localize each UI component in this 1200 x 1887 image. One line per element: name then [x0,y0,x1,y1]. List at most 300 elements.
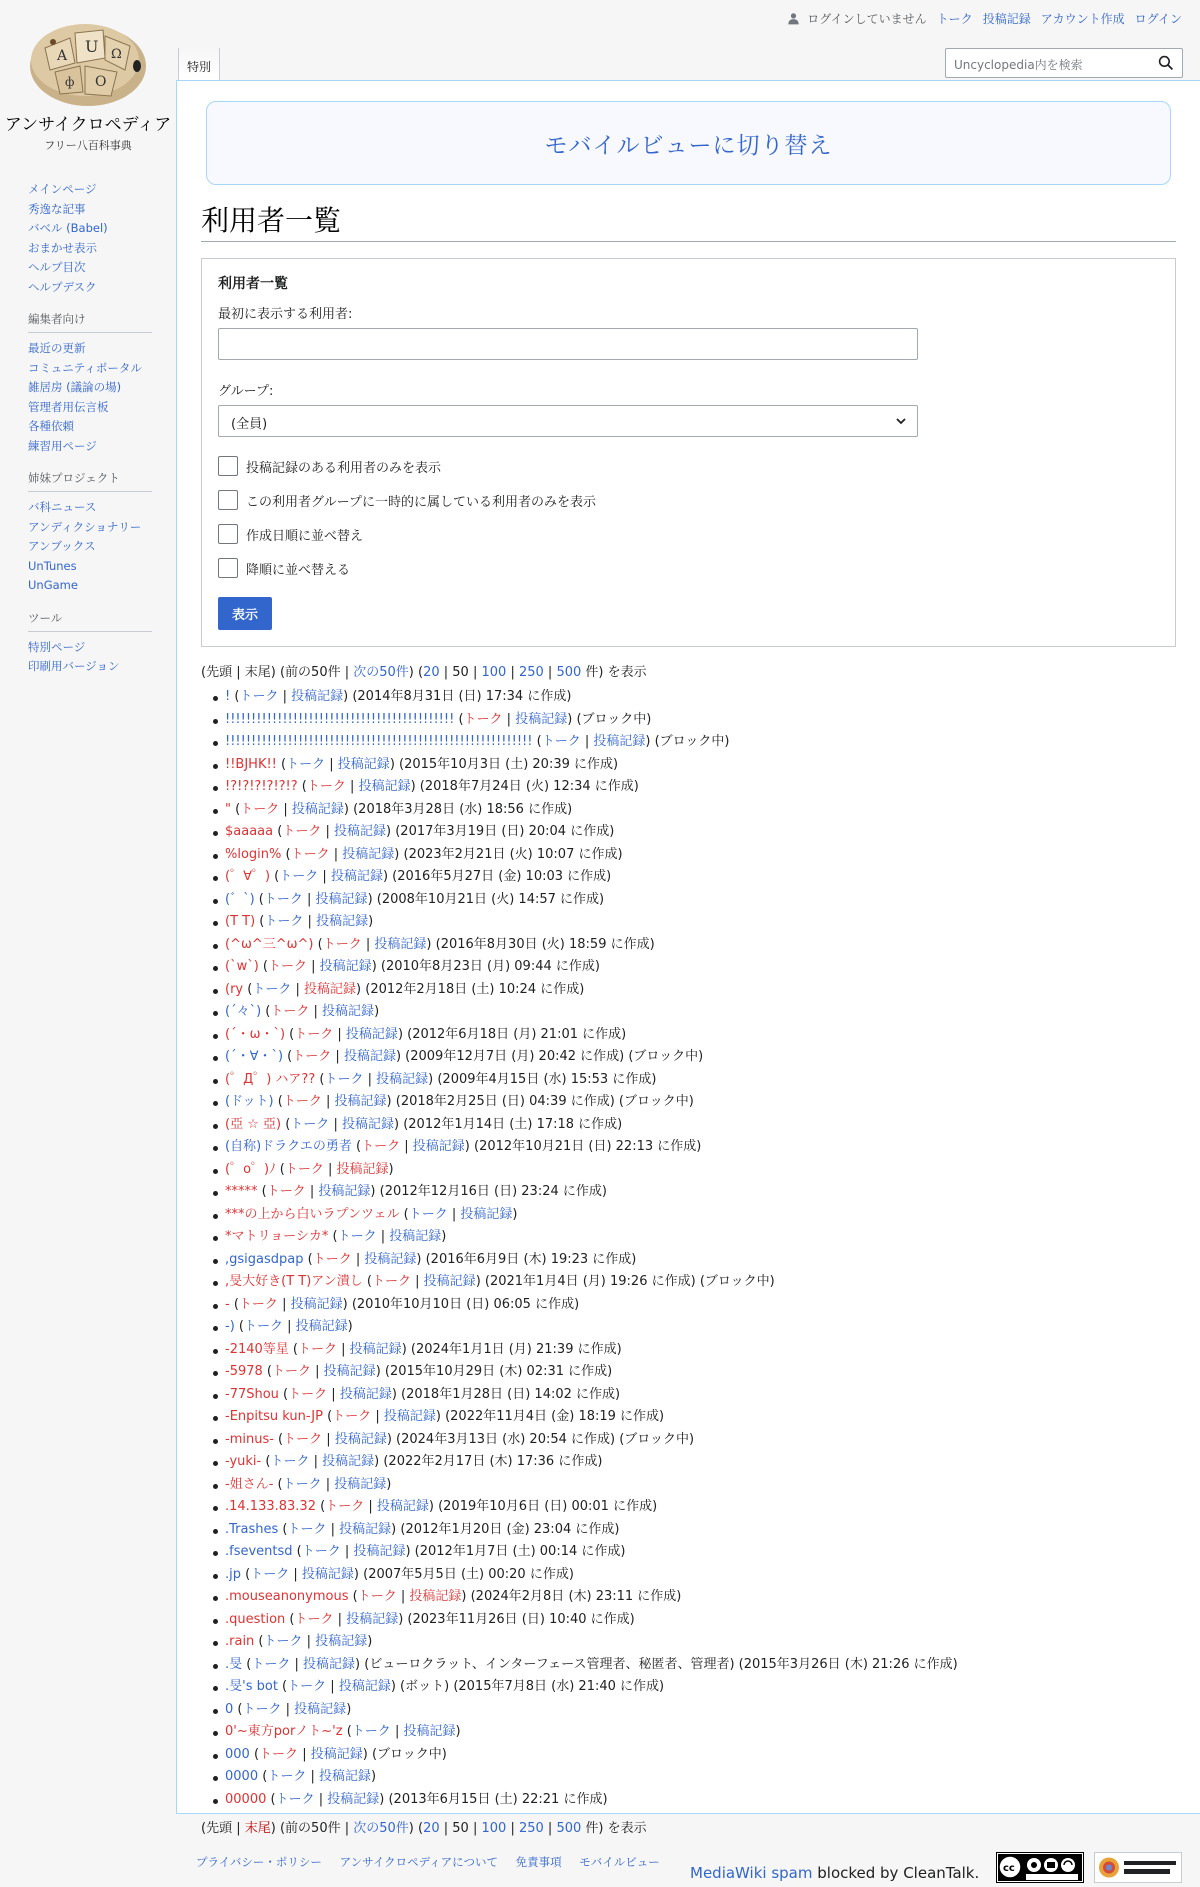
user-name-link[interactable]: .旻's bot [225,1679,278,1694]
user-info: (2013年6月15日 (土) 22:21 に作成) [388,1791,608,1807]
sidebar-item-requests[interactable]: 各種依頼 [28,419,74,433]
user-talk-link[interactable]: トーク [282,824,322,839]
user-talk-link[interactable]: トーク [298,1341,338,1357]
user-name-link[interactable]: -yuki- [225,1454,262,1469]
sidebar-item-community-portal[interactable]: コミュニティポータル [28,360,142,375]
limit-20[interactable]: 20 [423,665,440,680]
user-name-link[interactable]: -minus- [225,1431,274,1447]
user-list-item: !?!?!?!?!?!? (トーク | 投稿記録) (2018年7月24日 (火) 12:34 に作成) [225,776,1176,799]
user-talk-link[interactable]: トーク [264,914,304,929]
user-name-link[interactable]: .question [225,1611,286,1627]
sidebar-item-unnews[interactable]: バ科ニュース [28,500,97,514]
pager-first: 先頭 [206,1821,233,1836]
checkbox-row-descending[interactable] [218,551,1159,585]
user-talk-link[interactable]: トーク [239,689,279,704]
user-list-item: ***の上から白いラプンツェル (トーク | 投稿記録) [225,1204,1176,1227]
user-list-item: 000 (トーク | 投稿記録) (ブロック中) [225,1744,1176,1767]
anon-status: ログインしていません [787,10,926,27]
user-list-item: ! (トーク | 投稿記録) (2014年8月31日 (日) 17:34 に作成) [225,686,1176,709]
sidebar-sister-projects [28,470,152,596]
user-talk-link[interactable]: トーク [268,959,308,974]
creation-sort-checkbox[interactable] [218,524,238,544]
user-info: (ブロック中) [576,711,652,727]
user-contribs-link[interactable]: 投稿記録 [315,891,368,907]
user-name-link[interactable]: !!!!!!!!!!!!!!!!!!!!!!!!!!!!!!!!!!!!!!!!!!!!!!!!!!!!!!!!!!! [225,734,533,749]
user-info: (2018年3月28日 (水) 18:56 に作成) [353,801,573,817]
user-talk-link[interactable]: トーク [282,1476,322,1492]
user-contribs-link[interactable]: 投稿記録 [303,1656,356,1672]
user-info: (2017年3月19日 (日) 20:04 に作成) [395,824,615,839]
user-info: (ビューロクラット、インターフェース管理者、秘匿者、管理者) (2015年3月26日 (木) 21:26 に作成) [364,1656,958,1672]
cleantalk-link[interactable]: MediaWiki spam [690,1864,813,1882]
user-talk-link[interactable]: トーク [301,1544,341,1559]
user-contribs-link[interactable]: 投稿記録 [310,1746,363,1762]
descending-checkbox[interactable] [218,558,238,578]
group-select[interactable] [218,405,918,437]
user-list-item: .question (トーク | 投稿記録) (2023年11月26日 (日) 10:40 に作成) [225,1609,1176,1632]
user-list-item: -Enpitsu kun-JP (トーク | 投稿記録) (2022年11月4日 (金) 18:19 に作成) [225,1406,1176,1429]
footer-disclaimer-link[interactable]: 免責事項 [515,1855,562,1869]
user-list-item: 0 (トーク | 投稿記録) [225,1699,1176,1722]
user-talk-link[interactable]: トーク [294,1611,334,1627]
user-name-link[interactable]: (亞 ☆ 亞) [225,1116,282,1132]
user-name-link[interactable]: ,旻大好き(T T)アン潰し [225,1274,363,1289]
pager-last: 末尾 [244,665,271,680]
sidebar-item-recent-changes[interactable]: 最近の更新 [28,341,86,355]
user-info: (2024年3月13日 (水) 20:54 に作成) (ブロック中) [396,1431,695,1447]
limit-50: 50 [452,1821,469,1836]
user-info: (2010年10月10日 (日) 06:05 に作成) [351,1296,580,1312]
user-contribs-link[interactable]: 投稿記録 [383,1409,436,1424]
sidebar-item-main-page[interactable]: メインページ [28,182,97,196]
user-list-item: 0000 (トーク | 投稿記録) [225,1766,1176,1789]
user-info: (2024年1月1日 (月) 21:39 に作成) [410,1341,622,1357]
user-contribs-link[interactable]: 投稿記録 [376,1499,429,1514]
sidebar-item-undictionary[interactable]: アンディクショナリー [28,519,142,534]
user-info: (2009年4月15日 (水) 15:53 に作成) [437,1071,657,1087]
pager-next[interactable]: 次の50件 [353,665,409,680]
user-talk-link[interactable]: トーク [325,1499,365,1514]
user-contribs-link[interactable]: 投稿記録 [322,1454,375,1469]
personal-tools [787,10,1182,27]
user-contribs-link[interactable]: 投稿記録 [304,981,357,997]
user-contribs-link[interactable]: 投稿記録 [337,756,390,772]
user-list-item: ***** (トーク | 投稿記録) (2012年12月16日 (日) 23:24 に作成) [225,1181,1176,1204]
user-contribs-link[interactable]: 投稿記録 [318,1184,371,1199]
user-contribs-link[interactable]: 投稿記録 [339,1521,392,1537]
user-list-item: (亞 ☆ 亞) (トーク | 投稿記録) (2012年1月14日 (土) 17:18 に作成) [225,1114,1176,1137]
user-talk-link[interactable]: トーク [259,1746,299,1762]
pager-prev: 前の50件 [285,1821,341,1836]
user-list-item: $aaaaa (トーク | 投稿記録) (2017年3月19日 (日) 20:04 に作成) [225,821,1176,844]
create-account-link[interactable]: アカウント作成 [1040,12,1125,26]
user-name-link[interactable]: .fseventsd [225,1544,293,1559]
sidebar-editors [28,311,152,456]
user-list-item: -) (トーク | 投稿記録) [225,1316,1176,1339]
user-info: (2016年6月9日 (木) 19:23 に作成) [425,1251,637,1267]
user-contribs-link[interactable]: 投稿記録 [336,1161,389,1177]
user-talk-link[interactable]: トーク [263,1634,303,1649]
creation-sort-label: 作成日順に並べ替え [246,528,364,544]
user-contribs-link[interactable]: 投稿記録 [374,936,427,952]
user-talk-link[interactable]: トーク [283,1431,323,1447]
user-contribs-link[interactable]: 投稿記録 [295,1319,348,1334]
user-list-item: .fseventsd (トーク | 投稿記録) (2012年1月7日 (土) 00:14 に作成) [225,1541,1176,1564]
user-contribs-link[interactable]: 投稿記録 [318,1769,371,1784]
user-name-link[interactable]: -姐さん- [225,1476,274,1492]
user-info: (2012年12月16日 (日) 23:24 に作成) [379,1184,607,1199]
user-info: (2023年11月26日 (日) 10:40 に作成) [407,1611,635,1627]
search-input[interactable] [945,48,1183,78]
user-contribs-link[interactable]: 投稿記録 [403,1724,456,1739]
user-talk-link[interactable]: トーク [266,1184,306,1199]
user-list-item: -yuki- (トーク | 投稿記録) (2022年2月17日 (木) 17:36 に作成) [225,1451,1176,1474]
user-name-link[interactable]: 000 [225,1746,250,1762]
user-name-link[interactable]: (`w`) [225,959,259,974]
user-contribs-link[interactable]: 投稿記録 [376,1071,429,1087]
user-list-item: (´・∀・`) (トーク | 投稿記録) (2009年12月7日 (月) 20:42 に作成) (ブロック中) [225,1046,1176,1069]
user-talk-link[interactable]: トーク [463,711,503,727]
user-list-item: .rain (トーク | 投稿記録) [225,1631,1176,1654]
user-name-link[interactable]: (ドット) [225,1094,274,1109]
user-contribs-link[interactable]: 投稿記録 [349,1341,402,1357]
user-name-link[interactable]: 00000 [225,1791,267,1807]
user-contribs-link[interactable]: 投稿記録 [334,1476,387,1492]
user-info: (ボット) (2015年7月8日 (水) 21:40 に作成) [400,1679,665,1694]
user-talk-link[interactable]: トーク [286,756,326,772]
search-icon[interactable] [1158,55,1174,71]
with-edits-checkbox[interactable] [218,456,238,476]
user-talk-link[interactable]: トーク [252,981,292,997]
user-info: (2012年2月18日 (土) 10:24 に作成) [365,981,585,997]
user-name-link[interactable]: -2140等星 [225,1341,289,1357]
user-talk-link[interactable]: トーク [287,1521,327,1537]
descending-label: 降順に並べ替える [246,562,351,578]
user-talk-link[interactable]: トーク [306,779,346,794]
main-content [176,80,1200,1836]
user-contribs-link[interactable]: 投稿記録 [345,1026,398,1042]
user-talk-link[interactable]: トーク [250,1566,290,1582]
user-talk-link[interactable]: トーク [332,1409,372,1424]
user-name-link[interactable]: (^ω^三^ω^) [225,936,314,952]
svg-text:Ω: Ω [111,47,122,62]
user-contribs-link[interactable]: 投稿記録 [319,959,372,974]
user-name-link[interactable]: (´・ω・`) [225,1026,286,1042]
checkbox-row-with-edits[interactable] [218,449,1159,483]
user-talk-link[interactable]: トーク [279,869,319,884]
user-contribs-link[interactable]: 投稿記録 [315,1634,368,1649]
user-list-item: (゜∀゜) (トーク | 投稿記録) (2016年5月27日 (金) 10:03 に作成) [225,866,1176,889]
user-contribs-link[interactable]: 投稿記録 [323,1364,376,1379]
form-legend: 利用者一覧 [218,276,288,292]
user-name-link[interactable]: !!!!!!!!!!!!!!!!!!!!!!!!!!!!!!!!!!!!!!!!!!!! [225,711,455,727]
user-contribs-link[interactable]: 投稿記録 [353,1544,406,1559]
user-contribs-link[interactable]: 投稿記録 [364,1251,417,1267]
user-name-link[interactable]: $aaaaa [225,824,274,839]
user-contribs-link[interactable]: 投稿記録 [412,1139,465,1154]
user-contribs-link[interactable]: 投稿記録 [343,1049,396,1064]
user-talk-link[interactable]: トーク [287,1679,327,1694]
group-label: グループ: [218,384,274,399]
user-list-item: 00000 (トーク | 投稿記録) (2013年6月15日 (土) 22:21 に作成) [225,1789,1176,1812]
user-name-link[interactable]: -) [225,1319,235,1334]
user-talk-link[interactable]: トーク [290,1116,330,1132]
footer-mobile-view-link[interactable]: モバイルビュー [579,1855,660,1869]
footer-links [196,1854,674,1870]
sidebar [0,180,176,691]
user-talk-link[interactable]: トーク [541,734,581,749]
svg-text:A: A [57,48,68,64]
user-info: (2008年10月21日 (火) 14:57 に作成) [376,891,605,907]
user-info: (2023年2月21日 (火) 10:07 に作成) [403,846,623,862]
chevron-down-icon [895,415,907,427]
user-name-link[interactable]: ! [225,689,231,704]
user-name-link[interactable]: ***** [225,1184,258,1199]
user-list-item: ,gsigasdpap (トーク | 投稿記録) (2016年6月9日 (木) 19:23 に作成) [225,1249,1176,1272]
user-list-item: (^ω^三^ω^) (トーク | 投稿記録) (2016年8月30日 (火) 18:59 に作成) [225,934,1176,957]
user-talk-link[interactable]: トーク [312,1251,352,1267]
user-contribs-link[interactable]: 投稿記録 [342,846,395,862]
user-name-link[interactable]: .rain [225,1634,255,1649]
temporary-group-checkbox[interactable] [218,490,238,510]
limit-500[interactable]: 500 [556,1821,582,1836]
puzzle-potato-logo-icon [25,8,151,112]
sidebar-item-printable[interactable]: 印刷用バージョン [28,659,120,673]
user-list-item: (T T) (トーク | 投稿記録) [225,911,1176,934]
user-name-link[interactable]: 0'~東方porノト~'z [225,1724,343,1739]
user-info: (ブロック中) [654,734,730,749]
user-info: (2018年2月25日 (日) 04:39 に作成) (ブロック中) [395,1094,694,1109]
user-info: (2010年8月23日 (月) 09:44 に作成) [380,959,600,974]
user-list-item: .旻 (トーク | 投稿記録) (ビューロクラット、インターフェース管理者、秘匿者、管理者) (2015年3月26日 (木) 21:26 に作成) [225,1654,1176,1677]
user-contribs-link[interactable]: 投稿記録 [316,914,369,929]
sidebar-item-babel[interactable]: バベル (Babel) [28,221,108,235]
user-info: (2022年2月17日 (木) 17:36 に作成) [383,1454,603,1469]
user-list-item: " (トーク | 投稿記録) (2018年3月28日 (水) 18:56 に作成) [225,799,1176,822]
user-name-link[interactable]: (´・∀・`) [225,1049,284,1064]
sidebar-heading-tools: ツール [28,610,152,632]
user-info: (2021年1月4日 (月) 19:26 に作成) (ブロック中) [484,1274,775,1289]
user-name-link[interactable]: ,gsigasdpap [225,1251,304,1267]
svg-text:U: U [85,37,99,56]
user-contribs-link[interactable]: 投稿記録 [330,869,383,884]
user-talk-link[interactable]: トーク [337,1229,377,1244]
user-contribs-link[interactable]: 投稿記録 [338,1679,391,1694]
user-list-item: !!!!!!!!!!!!!!!!!!!!!!!!!!!!!!!!!!!!!!!!!!!! (トーク | 投稿記録) (ブロック中) [225,709,1176,732]
limit-250[interactable]: 250 [518,665,544,680]
submit-button[interactable]: 表示 [218,597,272,630]
user-contribs-link[interactable]: 投稿記録 [423,1274,476,1289]
anon-contributions-link[interactable]: 投稿記録 [982,12,1031,26]
user-contribs-link[interactable]: 投稿記録 [358,779,411,794]
pager-next[interactable]: 次の50件 [353,1821,409,1836]
user-info: (2009年12月7日 (月) 20:42 に作成) (ブロック中) [405,1049,704,1064]
user-contribs-link[interactable]: 投稿記録 [291,801,344,817]
footer [196,1846,1186,1886]
sidebar-item-help-desk[interactable]: ヘルプデスク [28,279,97,294]
user-talk-link[interactable]: トーク [284,1161,324,1177]
sidebar-tools [28,610,152,677]
user-list-item: ,旻大好き(T T)アン潰し (トーク | 投稿記録) (2021年1月4日 (月) 19:26 に作成) (ブロック中) [225,1271,1176,1294]
user-talk-link[interactable]: トーク [361,1139,401,1154]
sidebar-item-admin-noticeboard[interactable]: 管理者用伝言板 [28,399,109,414]
user-talk-link[interactable]: トーク [238,1296,278,1312]
user-contribs-link[interactable]: 投稿記録 [290,1296,343,1312]
sidebar-navigation [28,180,152,297]
user-list-item: -2140等星 (トーク | 投稿記録) (2024年1月1日 (月) 21:39 に作成) [225,1339,1176,1362]
user-name-link[interactable]: (自称)ドラクエの勇者 [225,1139,352,1154]
user-talk-link[interactable]: トーク [240,801,280,817]
user-contribs-link[interactable]: 投稿記録 [346,1611,399,1627]
user-list-item: .Trashes (トーク | 投稿記録) (2012年1月20日 (金) 23:04 に作成) [225,1519,1176,1542]
user-info: (2019年10月6日 (日) 00:01 に作成) [438,1499,658,1514]
user-contribs-link[interactable]: 投稿記録 [301,1566,354,1582]
user-contribs-link[interactable]: 投稿記録 [327,1791,380,1807]
user-talk-link[interactable]: トーク [372,1274,412,1289]
user-name-link[interactable]: !?!?!?!?!?!? [225,779,298,794]
site-logo[interactable] [0,8,176,156]
user-name-link[interactable]: .Trashes [225,1521,279,1537]
user-talk-link[interactable]: トーク [408,1206,448,1222]
user-talk-link[interactable]: トーク [242,1701,282,1717]
user-talk-link[interactable]: トーク [351,1724,391,1739]
start-user-input[interactable] [218,328,918,360]
user-talk-link[interactable]: トーク [282,1094,322,1109]
user-list-item: -77Shou (トーク | 投稿記録) (2018年1月28日 (日) 14:02 に作成) [225,1384,1176,1407]
user-name-link[interactable]: -5978 [225,1364,263,1379]
user-info: (ブロック中) [371,1746,447,1762]
user-talk-link[interactable]: トーク [270,1004,310,1019]
user-contribs-link[interactable]: 投稿記録 [460,1206,513,1222]
user-list-item: -5978 (トーク | 投稿記録) (2015年10月29日 (木) 02:31 に作成) [225,1361,1176,1384]
sidebar-item-help-contents[interactable]: ヘルプ目次 [28,260,86,274]
sidebar-heading-editors: 編集者向け [28,311,152,333]
user-talk-link[interactable]: トーク [263,891,303,907]
with-edits-label: 投稿記録のある利用者のみを表示 [246,460,442,476]
user-name-link[interactable]: 0 [225,1701,234,1717]
sidebar-item-unbooks[interactable]: アンブックス [28,539,96,553]
user-talk-link[interactable]: トーク [288,1386,328,1402]
svg-text:O: O [95,74,107,90]
user-talk-link[interactable]: トーク [267,1769,307,1784]
sidebar-item-untunes[interactable]: UnTunes [28,558,77,573]
checkbox-row-creation-sort[interactable] [218,517,1159,551]
user-talk-link[interactable]: トーク [275,1791,315,1807]
cc-license-badge-icon[interactable] [996,1852,1084,1883]
user-name-link[interactable]: " [225,801,231,817]
user-list-item: (゜Д゜) ハア?? (トーク | 投稿記録) (2009年4月15日 (水) 15:53 に作成) [225,1069,1176,1092]
user-info: (2015年10月3日 (土) 20:39 に作成) [399,756,619,772]
user-talk-link[interactable]: トーク [270,1454,310,1469]
user-name-link[interactable]: .14.133.83.32 [225,1499,316,1514]
user-name-link[interactable]: (゜∀゜) [225,869,271,884]
user-talk-link[interactable]: トーク [243,1319,283,1334]
mobile-view-banner[interactable]: モバイルビューに切り替え [206,101,1171,185]
user-contribs-link[interactable]: 投稿記録 [341,1116,394,1132]
user-contribs-link[interactable]: 投稿記録 [322,1004,375,1019]
user-contribs-link[interactable]: 投稿記録 [334,1094,387,1109]
user-talk-link[interactable]: トーク [290,846,330,862]
pager-last[interactable]: 末尾 [244,1821,271,1836]
user-contribs-link[interactable]: 投稿記録 [515,711,568,727]
user-name-link[interactable]: (´々`) [225,1004,262,1019]
user-name-link[interactable]: (T T) [225,914,256,929]
sidebar-item-featured[interactable]: 秀逸な記事 [28,201,86,216]
user-talk-link[interactable]: トーク [357,1589,397,1604]
user-name-link[interactable]: (ry [225,981,244,997]
user-contribs-link[interactable]: 投稿記録 [294,1701,347,1717]
anon-talk-link[interactable]: トーク [936,12,973,26]
sidebar-item-ungame[interactable]: UnGame [28,578,78,592]
user-name-link[interactable]: %login% [225,846,282,862]
user-contribs-link[interactable]: 投稿記録 [409,1589,462,1604]
user-name-link[interactable]: .jp [225,1566,241,1582]
footer-about-link[interactable]: アンサイクロペディアについて [339,1855,498,1869]
sidebar-item-random[interactable]: おまかせ表示 [28,240,97,255]
user-contribs-link[interactable]: 投稿記録 [593,734,646,749]
user-talk-link[interactable]: トーク [294,1026,334,1042]
login-link[interactable]: ログイン [1134,12,1182,26]
svg-text:cc: cc [1003,1863,1015,1874]
user-name-link[interactable]: - [225,1296,230,1312]
user-name-link[interactable]: .旻 [225,1656,243,1672]
sidebar-heading-sister: 姉妹プロジェクト [28,470,152,492]
user-talk-link[interactable]: トーク [292,1049,332,1064]
group-select-value: (全員) [231,417,268,432]
sidebar-item-sandbox[interactable]: 練習用ページ [28,438,97,453]
pager-bottom: (先頭 | 末尾) (前の50件 | 次の50件) (20 | 50 | 100 | 250 | 500 件) を表示 [201,1821,647,1836]
user-name-link[interactable]: (゜o゜)ﾉ [225,1161,276,1177]
powered-by-mediawiki-badge-icon[interactable] [1094,1852,1182,1883]
user-list-item: (`w`) (トーク | 投稿記録) (2010年8月23日 (月) 09:44 に作成) [225,956,1176,979]
tab-special[interactable]: 特別 [178,48,220,80]
sidebar-item-special-pages[interactable]: 特別ページ [28,639,86,654]
user-name-link[interactable]: (゛`) [225,891,255,907]
user-name-link[interactable]: -77Shou [225,1386,279,1402]
user-name-link[interactable]: (゜Д゜) ハア?? [225,1071,316,1087]
user-name-link[interactable]: -Enpitsu kun-JP [225,1409,323,1424]
user-contribs-link[interactable]: 投稿記録 [291,689,344,704]
user-list-item: (ry (トーク | 投稿記録) (2012年2月18日 (土) 10:24 に作成) [225,979,1176,1002]
user-name-link[interactable]: .mouseanonymous [225,1589,349,1604]
user-contribs-link[interactable]: 投稿記録 [389,1229,442,1244]
user-info: (2014年8月31日 (日) 17:34 に作成) [352,689,572,704]
user-name-link[interactable]: ***の上から白いラプンツェル [225,1206,400,1222]
user-contribs-link[interactable]: 投稿記録 [334,824,387,839]
user-info: (2024年2月8日 (木) 23:11 に作成) [470,1589,682,1604]
user-name-link[interactable]: *マトリョーシカ* [225,1229,329,1244]
user-contribs-link[interactable]: 投稿記録 [334,1431,387,1447]
limit-250[interactable]: 250 [518,1821,544,1836]
user-talk-link[interactable]: トーク [251,1656,291,1672]
limit-100[interactable]: 100 [481,1821,507,1836]
user-talk-link[interactable]: トーク [322,936,362,952]
user-talk-link[interactable]: トーク [272,1364,312,1379]
sidebar-item-village-pump[interactable]: 雑居房 (議論の場) [28,380,122,394]
user-contribs-link[interactable]: 投稿記録 [339,1386,392,1402]
page-title: 利用者一覧 [201,199,1176,242]
checkbox-row-temporary[interactable] [218,483,1159,517]
limit-500[interactable]: 500 [556,665,582,680]
user-talk-link[interactable]: トーク [324,1071,364,1087]
limit-100[interactable]: 100 [481,665,507,680]
user-name-link[interactable]: !!BJHK!! [225,756,277,772]
limit-50: 50 [452,665,469,680]
user-name-link[interactable]: 0000 [225,1769,259,1784]
limit-20[interactable]: 20 [423,1821,440,1836]
footer-privacy-link[interactable]: プライバシー・ポリシー [196,1855,322,1869]
user-info: (2012年1月20日 (金) 23:04 に作成) [400,1521,620,1537]
